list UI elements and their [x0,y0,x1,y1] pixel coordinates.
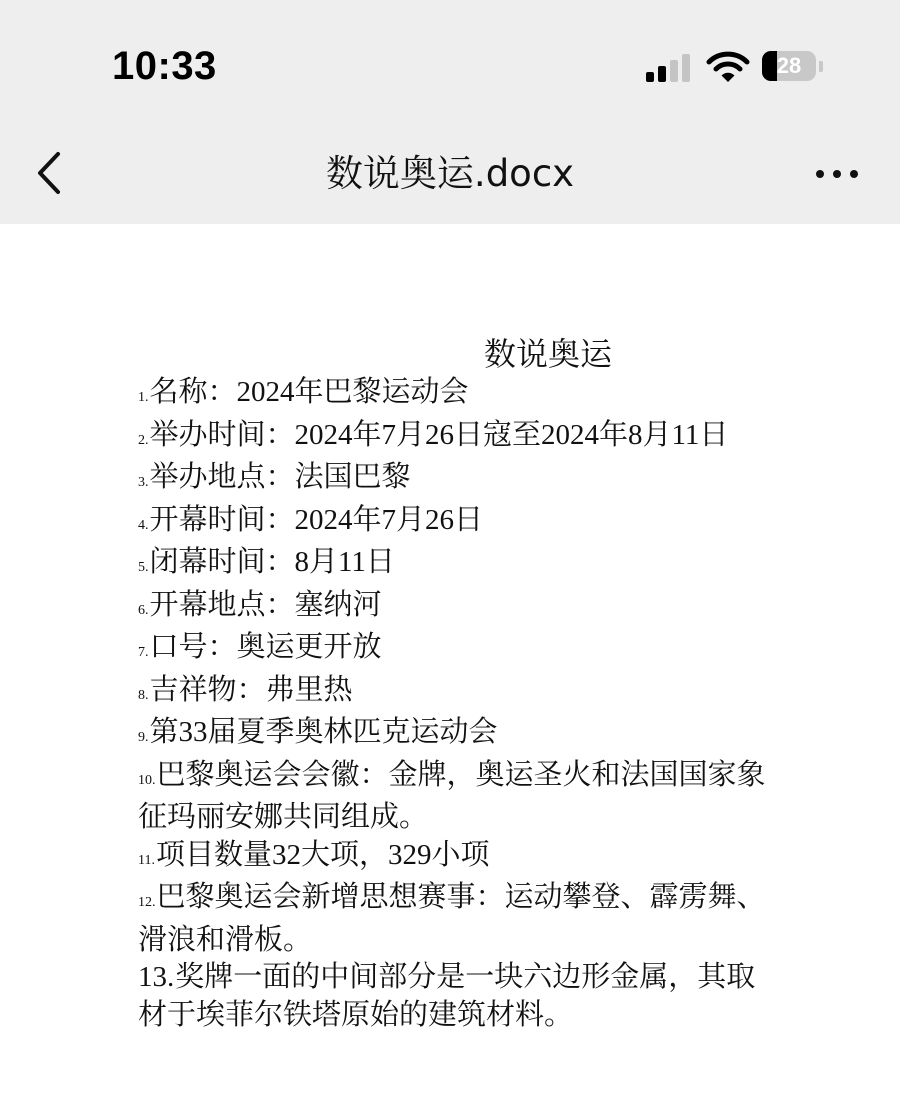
more-horizontal-icon [816,170,824,178]
nav-bar [0,120,900,224]
list-item: 3.举办地点：法国巴黎 [138,461,411,493]
list-item: 11.项目数量32大项，329小项 [138,838,490,871]
list-item: 2.举办时间：2024年7月26日寇至2024年8月11日 [138,418,729,451]
status-time: 10:33 [112,44,217,88]
list-item: 1.名称：2024年巴黎运动会 [138,376,469,408]
list-item: 7.口号：奥运更开放 [138,631,382,663]
document-heading: 数说奥运 [483,335,612,373]
battery-cap [819,61,823,72]
wifi-icon [706,50,750,84]
back-button[interactable] [30,150,70,196]
battery-icon [762,51,816,81]
list-item: 4.开幕时间：2024年7月26日 [138,503,484,536]
cellular-signal-icon [646,52,690,82]
status-bar [0,0,900,120]
list-item: 9.第33届夏季奥林匹克运动会 [138,716,498,748]
document-title: 数说奥运.docx [325,152,575,195]
document-list [138,374,770,1034]
list-item: 6.开幕地点：塞纳河 [138,588,382,621]
list-item: 12.巴黎奥运会新增思想赛事：运动攀登、霹雳舞、滑浪和滑板。 [138,881,766,956]
battery-level: 28 [776,53,802,78]
more-button[interactable] [808,154,864,194]
document-page[interactable] [0,224,900,1099]
list-item: 5.闭幕时间：8月11日 [138,546,395,578]
list-item: 8.吉祥物：弗里热 [138,673,353,706]
list-item: 13.奖牌一面的中间部分是一块六边形金属，其取材于埃菲尔铁塔原始的建筑材料。 [138,961,756,1031]
list-item: 10.巴黎奥运会会徽：金牌，奥运圣火和法国国家象征玛丽安娜共同组成。 [138,758,766,833]
chevron-left-icon [30,150,70,196]
